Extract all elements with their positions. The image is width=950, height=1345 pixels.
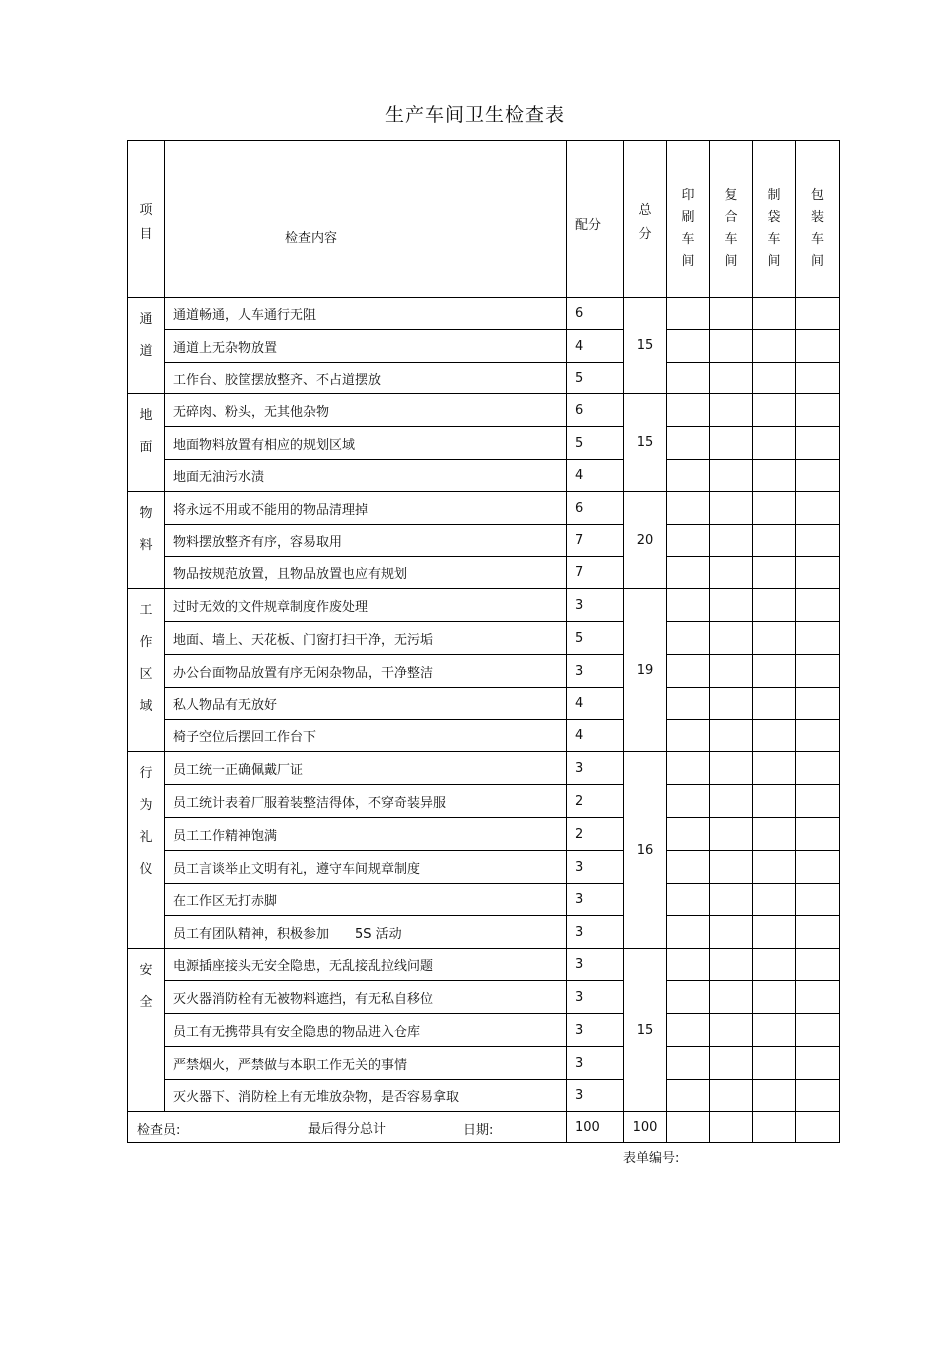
table-row	[128, 394, 840, 427]
workshop-score-cell[interactable]	[753, 330, 796, 363]
category-total: 16	[624, 752, 667, 949]
category-name: 物 料	[128, 492, 165, 589]
check-item: 员工工作精神饱满	[165, 818, 567, 851]
date-label: 日期:	[463, 1123, 494, 1138]
category-name: 行 为 礼 仪	[128, 752, 165, 949]
workshop-score-cell[interactable]	[667, 1014, 710, 1047]
table-row	[128, 492, 840, 525]
workshop-score-cell[interactable]	[710, 1080, 753, 1112]
item-score: 3	[567, 1014, 624, 1047]
table-row	[128, 460, 840, 492]
table-row	[128, 655, 840, 688]
category-total: 19	[624, 589, 667, 752]
check-item: 将永远不用或不能用的物品清理掉	[165, 492, 567, 525]
workshop-score-cell[interactable]	[753, 655, 796, 688]
table-row	[128, 427, 840, 460]
workshop-score-cell[interactable]	[710, 981, 753, 1014]
workshop-score-cell[interactable]	[753, 981, 796, 1014]
workshop-score-cell[interactable]	[710, 720, 753, 752]
workshop-score-cell[interactable]	[710, 492, 753, 525]
workshop-score-cell[interactable]	[796, 622, 840, 655]
workshop-score-cell[interactable]	[753, 851, 796, 884]
workshop-score-cell[interactable]	[753, 589, 796, 622]
workshop-score-cell[interactable]	[753, 557, 796, 589]
workshop-score-cell[interactable]	[753, 1080, 796, 1112]
workshop-score-cell[interactable]	[667, 1047, 710, 1080]
workshop-score-cell[interactable]	[710, 525, 753, 557]
check-item: 员工言谈举止文明有礼，遵守车间规章制度	[165, 851, 567, 884]
item-score: 3	[567, 589, 624, 622]
check-item: 严禁烟火，严禁做与本职工作无关的事情	[165, 1047, 567, 1080]
workshop-final-cell[interactable]	[753, 1112, 796, 1143]
workshop-score-cell[interactable]	[796, 1080, 840, 1112]
table-row	[128, 363, 840, 394]
workshop-score-cell[interactable]	[753, 949, 796, 981]
category-name: 安 全	[128, 949, 165, 1112]
table-row	[128, 884, 840, 916]
table-row	[128, 688, 840, 720]
workshop-final-cell[interactable]	[667, 1112, 710, 1143]
check-item: 灭火器消防栓有无被物料遮挡，有无私自移位	[165, 981, 567, 1014]
workshop-score-cell[interactable]	[710, 622, 753, 655]
workshop-score-cell[interactable]	[796, 818, 840, 851]
table-row	[128, 785, 840, 818]
check-item: 员工统计表着厂服着装整洁得体，不穿奇装异服	[165, 785, 567, 818]
workshop-score-cell[interactable]	[796, 330, 840, 363]
item-score: 4	[567, 720, 624, 752]
workshop-score-cell[interactable]	[796, 525, 840, 557]
workshop-score-cell[interactable]	[796, 916, 840, 949]
check-item: 通道上无杂物放置	[165, 330, 567, 363]
workshop-score-cell[interactable]	[710, 589, 753, 622]
item-score: 3	[567, 655, 624, 688]
workshop-score-cell[interactable]	[796, 1047, 840, 1080]
item-score: 6	[567, 394, 624, 427]
workshop-score-cell[interactable]	[667, 851, 710, 884]
workshop-score-cell[interactable]	[710, 752, 753, 785]
workshop-score-cell[interactable]	[796, 981, 840, 1014]
workshop-score-cell[interactable]	[796, 589, 840, 622]
workshop-score-cell[interactable]	[667, 589, 710, 622]
check-item: 过时无效的文件规章制度作废处理	[165, 589, 567, 622]
check-item: 地面物料放置有相应的规划区域	[165, 427, 567, 460]
workshop-score-cell[interactable]	[667, 752, 710, 785]
item-score: 3	[567, 949, 624, 981]
workshop-score-cell[interactable]	[667, 949, 710, 981]
table-row	[128, 1080, 840, 1112]
inspector-label: 检查员:	[137, 1123, 181, 1138]
workshop-score-cell[interactable]	[753, 785, 796, 818]
workshop-score-cell[interactable]	[710, 394, 753, 427]
workshop-score-cell[interactable]	[667, 557, 710, 589]
workshop-score-cell[interactable]	[753, 525, 796, 557]
final-total-label: 最后得分总计	[128, 1112, 567, 1143]
check-item: 办公台面物品放置有序无闲杂物品，干净整洁	[165, 655, 567, 688]
workshop-score-cell[interactable]	[710, 884, 753, 916]
workshop-score-cell[interactable]	[667, 1080, 710, 1112]
check-item: 员工统一正确佩戴厂证	[165, 752, 567, 785]
final-score: 100	[567, 1112, 624, 1143]
category-total: 15	[624, 298, 667, 394]
table-row	[128, 981, 840, 1014]
workshop-score-cell[interactable]	[667, 720, 710, 752]
workshop-score-cell[interactable]	[796, 949, 840, 981]
workshop-score-cell[interactable]	[753, 818, 796, 851]
workshop-score-cell[interactable]	[667, 818, 710, 851]
check-item: 无碎肉、粉头，无其他杂物	[165, 394, 567, 427]
category-total: 15	[624, 949, 667, 1112]
check-item: 物料摆放整齐有序，容易取用	[165, 525, 567, 557]
workshop-score-cell[interactable]	[667, 460, 710, 492]
item-score: 5	[567, 622, 624, 655]
page-title: 生产车间卫生检查表	[384, 104, 565, 126]
workshop-score-cell[interactable]	[667, 981, 710, 1014]
header-score: 配分	[567, 141, 624, 298]
workshop-score-cell[interactable]	[667, 916, 710, 949]
header-workshop-bagmaking: 制 袋 车 间	[753, 141, 796, 298]
workshop-score-cell[interactable]	[667, 525, 710, 557]
table-row	[128, 622, 840, 655]
workshop-score-cell[interactable]	[667, 298, 710, 330]
check-item: 地面无油污水渍	[165, 460, 567, 492]
table-row	[128, 1047, 840, 1080]
item-score: 3	[567, 851, 624, 884]
table-row	[128, 330, 840, 363]
workshop-score-cell[interactable]	[710, 298, 753, 330]
workshop-score-cell[interactable]	[753, 492, 796, 525]
workshop-score-cell[interactable]	[796, 688, 840, 720]
workshop-score-cell[interactable]	[710, 916, 753, 949]
table-row	[128, 298, 840, 330]
workshop-score-cell[interactable]	[796, 1014, 840, 1047]
workshop-score-cell[interactable]	[667, 884, 710, 916]
workshop-score-cell[interactable]	[796, 720, 840, 752]
workshop-score-cell[interactable]	[753, 363, 796, 394]
workshop-score-cell[interactable]	[710, 818, 753, 851]
workshop-score-cell[interactable]	[710, 330, 753, 363]
workshop-score-cell[interactable]	[753, 752, 796, 785]
item-score: 3	[567, 884, 624, 916]
workshop-score-cell[interactable]	[710, 1047, 753, 1080]
item-score: 2	[567, 818, 624, 851]
workshop-score-cell[interactable]	[667, 688, 710, 720]
table-row	[128, 720, 840, 752]
workshop-score-cell[interactable]	[796, 851, 840, 884]
table-row	[128, 1014, 840, 1047]
check-item: 地面、墙上、天花板、门窗打扫干净，无污垢	[165, 622, 567, 655]
workshop-score-cell[interactable]	[710, 1014, 753, 1047]
workshop-score-cell[interactable]	[753, 916, 796, 949]
header-content: 检查内容	[165, 141, 567, 298]
table-row	[128, 525, 840, 557]
check-item: 通道畅通，人车通行无阻	[165, 298, 567, 330]
category-name: 地 面	[128, 394, 165, 492]
item-score: 4	[567, 330, 624, 363]
check-item: 电源插座接头无安全隐患，无乱接乱拉线问题	[165, 949, 567, 981]
workshop-score-cell[interactable]	[796, 363, 840, 394]
form-number-label: 表单编号:	[623, 1151, 680, 1166]
workshop-score-cell[interactable]	[667, 394, 710, 427]
item-score: 5	[567, 363, 624, 394]
workshop-score-cell[interactable]	[710, 688, 753, 720]
item-score: 6	[567, 298, 624, 330]
workshop-score-cell[interactable]	[796, 427, 840, 460]
table-row	[128, 851, 840, 884]
workshop-score-cell[interactable]	[753, 1014, 796, 1047]
workshop-score-cell[interactable]	[710, 655, 753, 688]
workshop-score-cell[interactable]	[667, 785, 710, 818]
table-row	[128, 557, 840, 589]
inspection-table	[127, 140, 840, 1143]
workshop-score-cell[interactable]	[710, 949, 753, 981]
workshop-score-cell[interactable]	[796, 752, 840, 785]
header-workshop-packaging: 包 装 车 间	[796, 141, 840, 298]
header-workshop-laminating: 复 合 车 间	[710, 141, 753, 298]
workshop-score-cell[interactable]	[753, 884, 796, 916]
table-row	[128, 818, 840, 851]
check-item: 员工有无携带具有安全隐患的物品进入仓库	[165, 1014, 567, 1047]
workshop-score-cell[interactable]	[710, 460, 753, 492]
workshop-score-cell[interactable]	[710, 427, 753, 460]
header-row	[128, 141, 840, 298]
check-item: 在工作区无打赤脚	[165, 884, 567, 916]
workshop-score-cell[interactable]	[753, 1047, 796, 1080]
table-row	[128, 589, 840, 622]
item-score: 3	[567, 752, 624, 785]
workshop-score-cell[interactable]	[753, 298, 796, 330]
workshop-score-cell[interactable]	[667, 655, 710, 688]
workshop-score-cell[interactable]	[753, 460, 796, 492]
workshop-score-cell[interactable]	[753, 720, 796, 752]
category-total: 20	[624, 492, 667, 589]
check-item: 灭火器下、消防栓上有无堆放杂物，是否容易拿取	[165, 1080, 567, 1112]
table-row	[128, 916, 840, 949]
workshop-score-cell[interactable]	[796, 884, 840, 916]
item-score: 3	[567, 981, 624, 1014]
item-score: 7	[567, 557, 624, 589]
category-total: 15	[624, 394, 667, 492]
workshop-score-cell[interactable]	[753, 427, 796, 460]
workshop-score-cell[interactable]	[667, 492, 710, 525]
workshop-score-cell[interactable]	[796, 492, 840, 525]
workshop-final-cell[interactable]	[710, 1112, 753, 1143]
workshop-score-cell[interactable]	[796, 394, 840, 427]
item-score: 5	[567, 427, 624, 460]
item-score: 2	[567, 785, 624, 818]
check-item: 物品按规范放置，且物品放置也应有规划	[165, 557, 567, 589]
item-score: 3	[567, 916, 624, 949]
check-item: 私人物品有无放好	[165, 688, 567, 720]
workshop-score-cell[interactable]	[796, 655, 840, 688]
check-item: 员工有团队精神，积极参加 5S 活动	[165, 916, 567, 949]
workshop-final-cell[interactable]	[796, 1112, 840, 1143]
category-name: 工 作 区 域	[128, 589, 165, 752]
item-score: 6	[567, 492, 624, 525]
workshop-score-cell[interactable]	[667, 427, 710, 460]
workshop-score-cell[interactable]	[796, 785, 840, 818]
workshop-score-cell[interactable]	[753, 622, 796, 655]
item-score: 3	[567, 1080, 624, 1112]
header-item: 项 目	[128, 141, 165, 298]
workshop-score-cell[interactable]	[710, 851, 753, 884]
check-item: 椅子空位后摆回工作台下	[165, 720, 567, 752]
workshop-score-cell[interactable]	[710, 363, 753, 394]
table-row	[128, 949, 840, 981]
item-score: 4	[567, 688, 624, 720]
item-score: 4	[567, 460, 624, 492]
workshop-score-cell[interactable]	[753, 394, 796, 427]
final-total: 100	[624, 1112, 667, 1143]
header-workshop-printing: 印 刷 车 间	[667, 141, 710, 298]
header-total: 总 分	[624, 141, 667, 298]
item-score: 7	[567, 525, 624, 557]
workshop-score-cell[interactable]	[710, 785, 753, 818]
category-name: 通 道	[128, 298, 165, 394]
table-row	[128, 752, 840, 785]
workshop-score-cell[interactable]	[796, 298, 840, 330]
workshop-score-cell[interactable]	[667, 622, 710, 655]
workshop-score-cell[interactable]	[667, 330, 710, 363]
item-score: 3	[567, 1047, 624, 1080]
check-item: 工作台、胶筐摆放整齐、不占道摆放	[165, 363, 567, 394]
workshop-score-cell[interactable]	[796, 460, 840, 492]
workshop-score-cell[interactable]	[796, 557, 840, 589]
workshop-score-cell[interactable]	[753, 688, 796, 720]
workshop-score-cell[interactable]	[710, 557, 753, 589]
workshop-score-cell[interactable]	[667, 363, 710, 394]
